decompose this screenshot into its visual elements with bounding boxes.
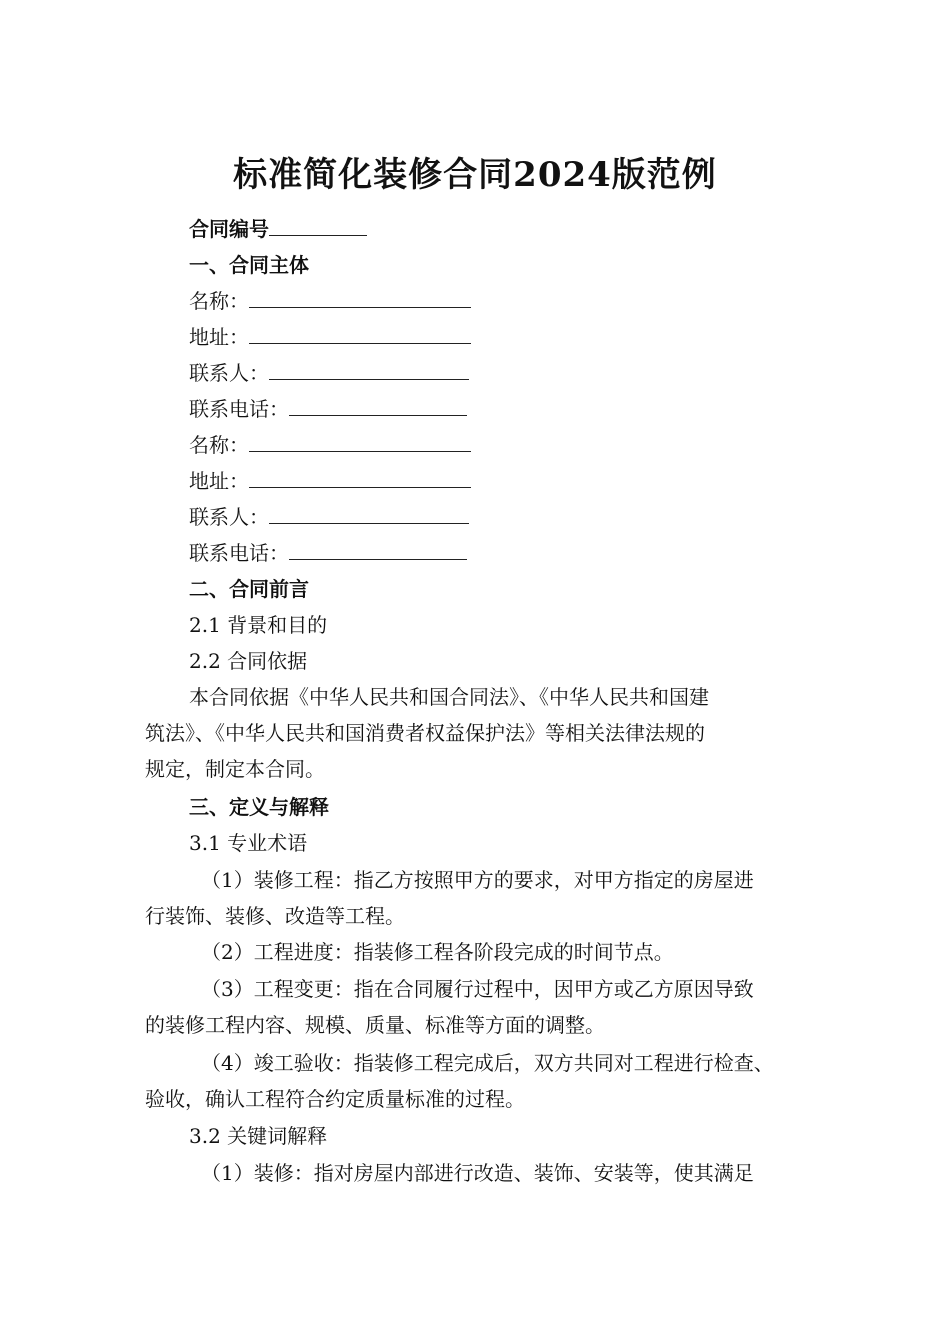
party-a-phone-blank[interactable] <box>289 391 467 416</box>
contract-number-label: 合同编号 <box>189 217 269 241</box>
party-a-contact-row <box>145 355 854 391</box>
field-label: 联系人： <box>189 505 269 529</box>
section-heading: 二、合同前言 <box>189 577 309 601</box>
contract-number-blank[interactable] <box>269 211 367 236</box>
party-a-name-row <box>145 283 854 319</box>
subsection-heading: 2.1 背景和目的 <box>189 613 328 637</box>
party-a-address-row <box>145 319 854 355</box>
paragraph-line: （2）工程进度：指装修工程各阶段完成的时间节点。 <box>201 940 674 964</box>
paragraph-line: （1）装修：指对房屋内部进行改造、装饰、安装等，使其满足 <box>201 1161 754 1185</box>
subsection-heading: 3.2 关键词解释 <box>189 1124 328 1148</box>
paragraph-line: 本合同依据《中华人民共和国合同法》、《中华人民共和国建 <box>189 685 709 709</box>
section-heading: 三、定义与解释 <box>189 795 329 819</box>
section-heading: 一、合同主体 <box>189 253 309 277</box>
party-b-address-blank[interactable] <box>249 463 471 488</box>
paragraph-line: 规定，制定本合同。 <box>145 757 325 781</box>
field-label: 名称： <box>189 433 249 457</box>
party-b-contact-row <box>145 499 854 535</box>
paragraph-line: （4）竣工验收：指装修工程完成后，双方共同对工程进行检查、 <box>201 1051 774 1075</box>
field-label: 地址： <box>189 469 249 493</box>
party-a-phone-row <box>145 391 854 427</box>
field-label: 名称： <box>189 289 249 313</box>
paragraph-line: （1）装修工程：指乙方按照甲方的要求，对甲方指定的房屋进 <box>201 868 754 892</box>
field-label: 联系电话： <box>189 397 289 421</box>
field-label: 联系电话： <box>189 541 289 565</box>
party-a-contact-blank[interactable] <box>269 355 469 380</box>
paragraph-line: 行装饰、装修、改造等工程。 <box>145 904 405 928</box>
paragraph-line: （3）工程变更：指在合同履行过程中，因甲方或乙方原因导致 <box>201 977 754 1001</box>
subsection-heading: 2.2 合同依据 <box>189 649 308 673</box>
party-b-contact-blank[interactable] <box>269 499 469 524</box>
document-title: 标准简化装修合同2024版范例 <box>233 155 717 195</box>
party-b-name-row <box>145 427 854 463</box>
field-label: 地址： <box>189 325 249 349</box>
party-a-name-blank[interactable] <box>249 283 471 308</box>
subsection-heading: 3.1 专业术语 <box>189 831 308 855</box>
field-label: 联系人： <box>189 361 269 385</box>
paragraph-line: 验收，确认工程符合约定质量标准的过程。 <box>145 1087 525 1111</box>
contract-number-row <box>145 211 854 247</box>
paragraph-line: 的装修工程内容、规模、质量、标准等方面的调整。 <box>145 1013 605 1037</box>
party-a-address-blank[interactable] <box>249 319 471 344</box>
party-b-name-blank[interactable] <box>249 427 471 452</box>
paragraph-line: 筑法》、《中华人民共和国消费者权益保护法》等相关法律法规的 <box>145 721 705 745</box>
party-b-phone-row <box>145 535 854 571</box>
party-b-address-row <box>145 463 854 499</box>
party-b-phone-blank[interactable] <box>289 535 467 560</box>
